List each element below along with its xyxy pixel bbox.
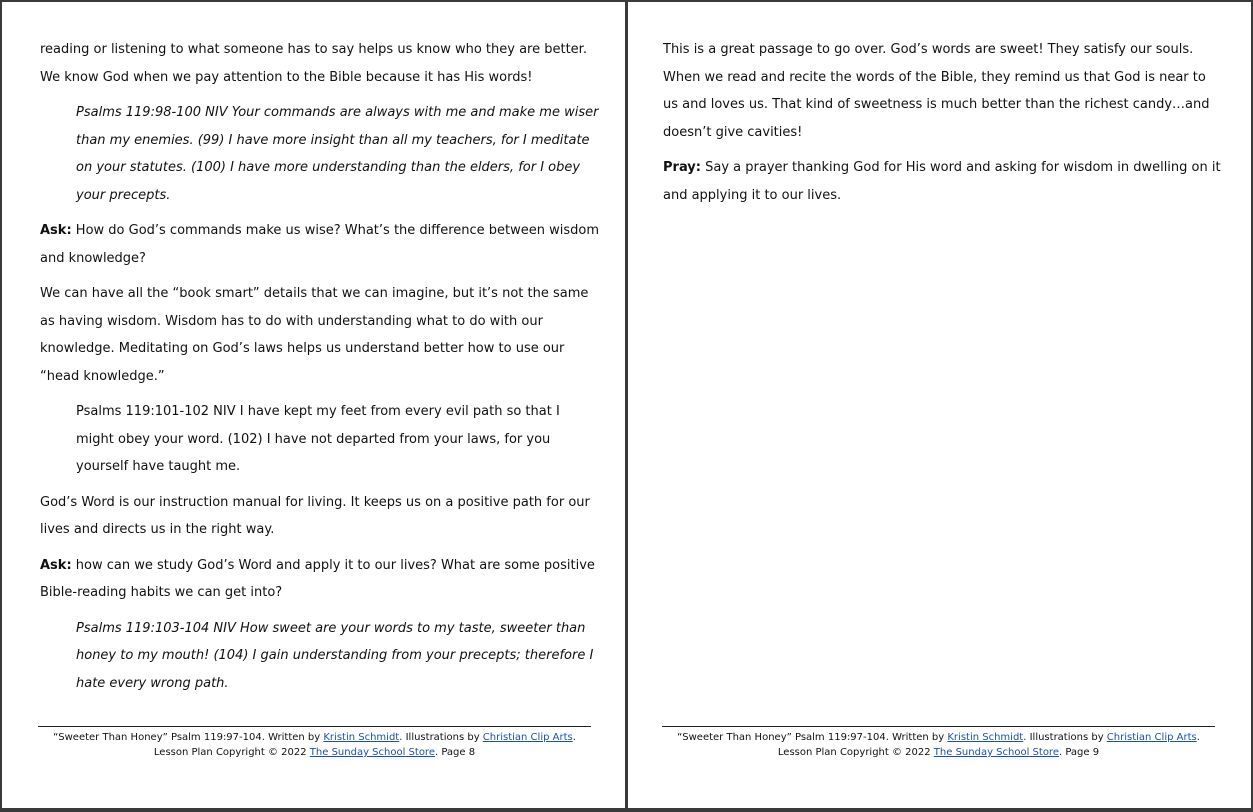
footer-line-2 — [662, 745, 1215, 760]
sweetness-paragraph: This is a great passage to go over. God’s words are sweet! They satisfy our souls. When we read and recite the words of the Bible, they remind us that God is near to us and loves us. That kind of sweetness is much better than the richest candy…and doesn’t give cavities! — [663, 42, 1210, 140]
ask-question-text: How do God’s commands make us wise? What’s the difference between wisdom and knowledge? — [40, 223, 600, 266]
footer-line-1 — [662, 730, 1215, 745]
footer-text: . Illustrations by — [399, 732, 483, 743]
store-link[interactable]: The Sunday School Store — [309, 747, 435, 758]
scripture-quote-98-100: Psalms 119:98-100 NIV Your commands are always with me and make me wiser than my enemies. (99) I have more insight than all my teachers, for I meditate on your statutes. (100) I have more understanding than the elders, for I obey your precepts. — [76, 105, 599, 203]
footer-text: . — [572, 732, 576, 743]
ask-question-1 — [40, 217, 600, 272]
pray-prompt — [663, 154, 1223, 209]
page-number: . Page 8 — [434, 747, 476, 758]
store-link[interactable]: The Sunday School Store — [933, 747, 1059, 758]
scripture-quote-101-102: Psalms 119:101-102 NIV I have kept my feet from every evil path so that I might obey your word. (102) I have not departed from your laws, for you yourself have taught me. — [76, 404, 560, 474]
page-footer — [38, 726, 591, 760]
footer-line-2 — [38, 745, 591, 760]
scripture-quote-103-104: Psalms 119:103-104 NIV How sweet are your words to my taste, sweeter than honey to my mouth! (104) I gain understanding from your precepts; therefore I hate every wrong path. — [76, 620, 594, 691]
ask-question-2 — [40, 552, 600, 607]
footer-text: . Illustrations by — [1023, 732, 1107, 743]
wisdom-paragraph: We can have all the “book smart” details that we can imagine, but it’s not the same as having wisdom. Wisdom has to do with understanding what to do with our knowledge. Meditating on God’s laws helps us understand better how to use our “head knowledge.” — [40, 286, 589, 384]
ask-label: Ask: — [40, 557, 72, 573]
intro-paragraph: reading or listening to what someone has to say helps us know who they are better. We know God when we pay attention to the Bible because it has His words! — [40, 42, 587, 85]
page-8-body — [40, 36, 600, 705]
page-9 — [628, 2, 1251, 808]
ask-label: Ask: — [40, 223, 72, 238]
illustrator-link[interactable]: Christian Clip Arts — [482, 732, 573, 743]
author-link[interactable]: Kristin Schmidt — [323, 732, 400, 743]
page-number: . Page 9 — [1058, 747, 1100, 758]
footer-line-1 — [38, 730, 591, 745]
pray-label: Pray: — [663, 160, 701, 175]
footer-text: Lesson Plan Copyright © 2022 — [777, 747, 934, 758]
pray-text: Say a prayer thanking God for His word and asking for wisdom in dwelling on it and applying it to our lives. — [663, 160, 1221, 203]
author-link[interactable]: Kristin Schmidt — [947, 732, 1024, 743]
footer-text: . — [1196, 732, 1200, 743]
ask-question-text: how can we study God’s Word and apply it to our lives? What are some positive Bible-reading habits we can get into? — [40, 557, 595, 600]
footer-text: “Sweeter Than Honey” Psalm 119:97-104. Written by — [53, 732, 324, 743]
illustrator-link[interactable]: Christian Clip Arts — [1106, 732, 1197, 743]
page-8 — [2, 2, 625, 808]
footer-text: “Sweeter Than Honey” Psalm 119:97-104. Written by — [677, 732, 948, 743]
footer-text: Lesson Plan Copyright © 2022 — [153, 747, 310, 758]
instruction-manual-paragraph: God’s Word is our instruction manual for living. It keeps us on a positive path for our lives and directs us in the right way. — [40, 494, 590, 537]
page-9-body — [663, 36, 1223, 217]
page-footer — [662, 726, 1215, 760]
